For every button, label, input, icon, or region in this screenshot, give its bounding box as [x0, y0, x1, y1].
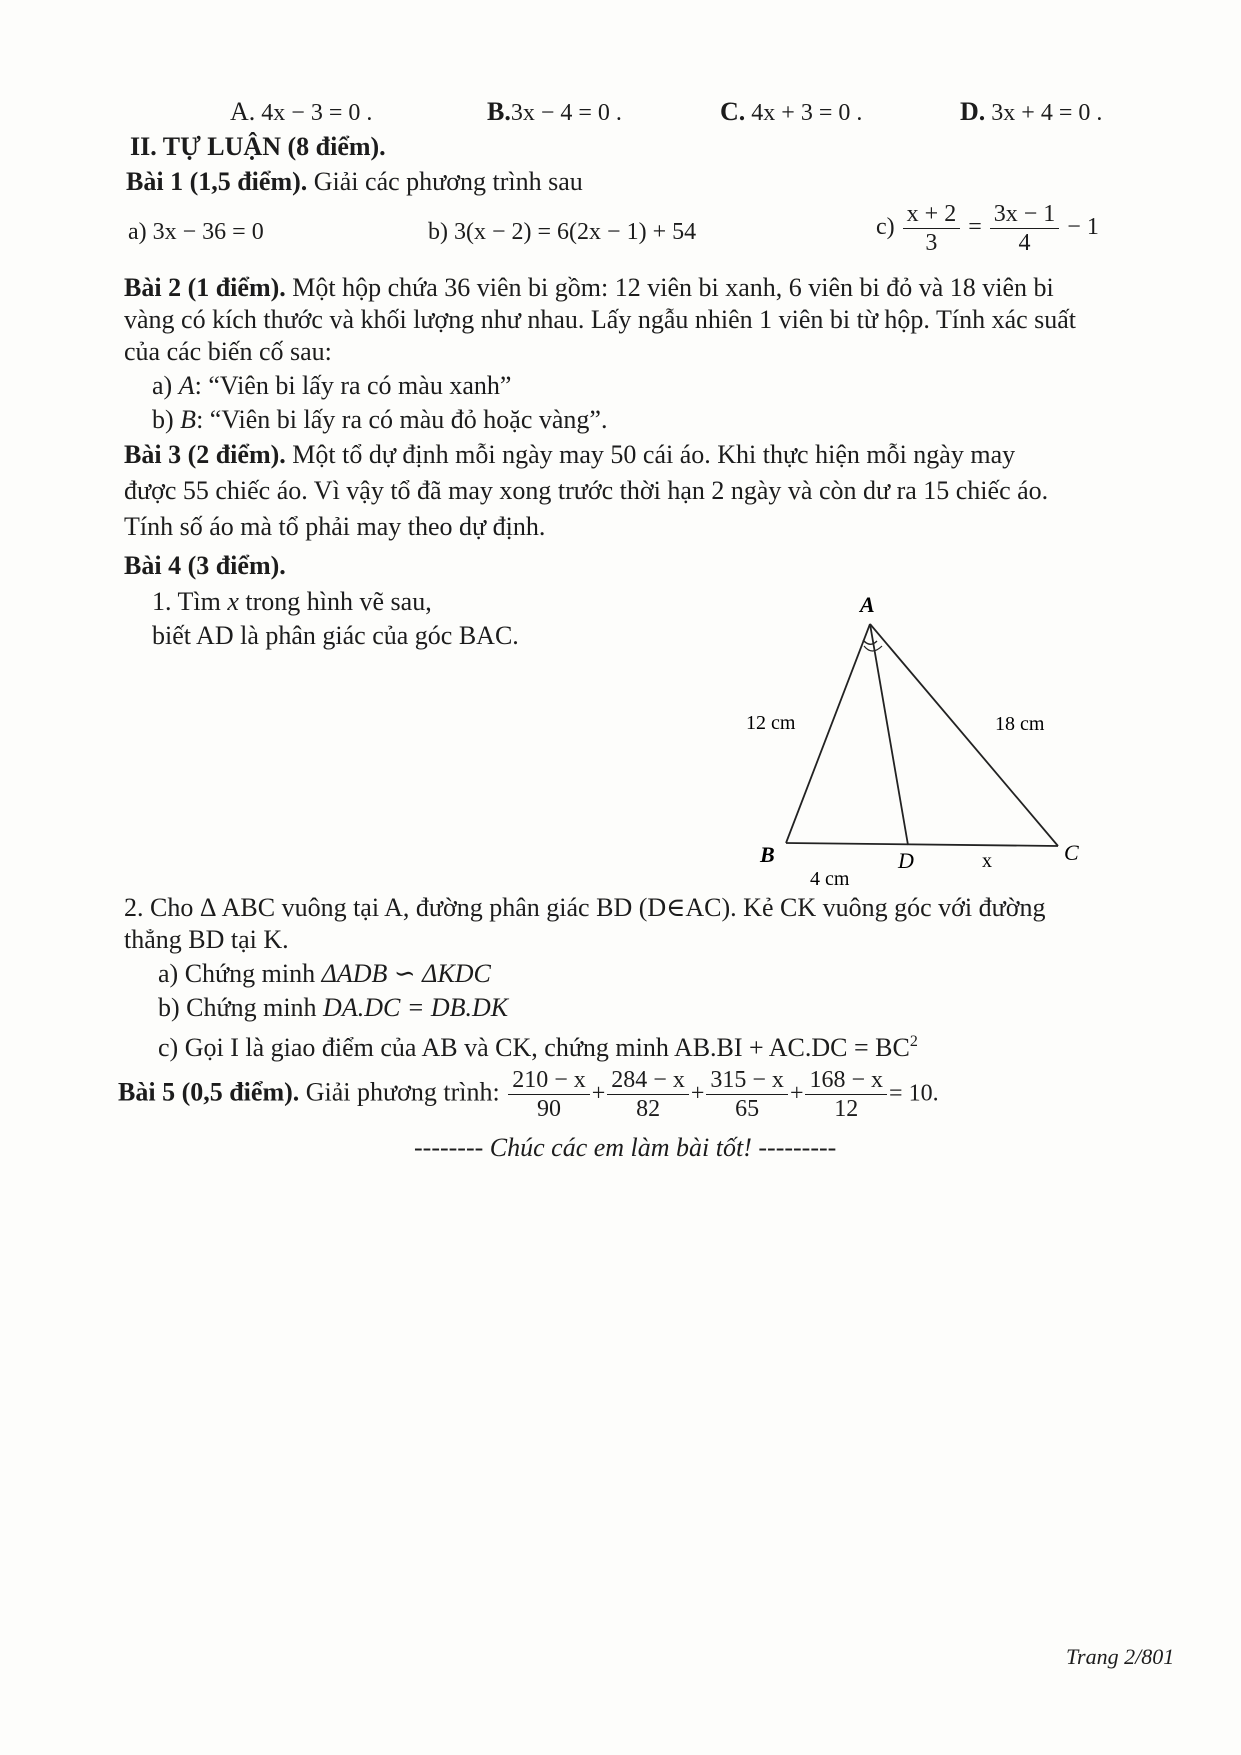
denominator: 3 [925, 230, 938, 256]
bai4-p1-line2: biết AD là phân giác của góc BAC. [152, 621, 519, 650]
segment-dc-label: x [982, 850, 992, 872]
choice-letter: D. [960, 97, 986, 126]
side-ab [786, 624, 870, 843]
bai2-line3: của các biến cố sau: [124, 337, 332, 366]
text: c) Gọi I là giao điểm của AB và CK, chứng minh AB.BI + AC.DC = BC [158, 1033, 910, 1062]
choice-expr: 3x + 4 = 0 . [985, 100, 1103, 126]
bai4-heading: Bài 4 (3 điểm). [124, 551, 286, 580]
fraction [805, 1066, 887, 1123]
fraction [706, 1066, 788, 1123]
text: b) Chứng minh [158, 993, 324, 1022]
bai5-statement [118, 1066, 939, 1123]
side-bc [786, 843, 1058, 846]
choice-letter: B. [487, 97, 511, 126]
item-text: : “Viên bi lấy ra có màu đỏ hoặc vàng”. [196, 405, 608, 434]
point-d-label: D [898, 848, 914, 873]
bai5-heading: Bài 5 (0,5 điểm). [118, 1077, 300, 1107]
bai1-b: b) 3(x − 2) = 6(2x − 1) + 54 [428, 219, 697, 245]
bai3-line2: được 55 chiếc áo. Vì vậy tổ đã may xong trước thời hạn 2 ngày và còn dư ra 15 chiếc áo. [124, 476, 1049, 505]
bai4-p2-c [158, 1026, 918, 1064]
denominator: 82 [636, 1096, 661, 1122]
choice-expr: 3x − 4 = 0 . [510, 100, 622, 126]
numerator: 168 − x [805, 1066, 887, 1095]
fraction [607, 1066, 689, 1123]
item-label: b) [152, 405, 181, 434]
segment-bd-label: 4 cm [810, 868, 850, 890]
bisector-ad [870, 624, 908, 845]
bai4-p2-a [158, 958, 491, 990]
bai3-text: Một tổ dự định mỗi ngày may 50 cái áo. Khi thực hiện mỗi ngày may [285, 440, 1016, 469]
bai1-text: Giải các phương trình sau [307, 167, 583, 196]
numerator: 284 − x [607, 1066, 689, 1095]
fraction [508, 1066, 590, 1123]
vertex-b-label: B [760, 842, 775, 867]
denominator: 65 [735, 1096, 760, 1122]
text: trong hình vẽ sau, [238, 587, 432, 616]
vertex-c-label: C [1064, 840, 1079, 865]
bai5-text: Giải phương trình: [299, 1077, 507, 1107]
page-number: Trang 2/801 [1066, 1644, 1175, 1669]
plus-sign: + [690, 1080, 705, 1107]
rhs: = 10. [889, 1080, 939, 1107]
bai2-line2: vàng có kích thước và khối lượng như nhau. Lấy ngẫu nhiên 1 viên bi từ hộp. Tính xác suất [124, 305, 1077, 334]
event-var: B [180, 405, 197, 434]
choice-expr: 4x − 3 = 0 . [255, 100, 373, 126]
text: 1. Tìm [152, 587, 228, 616]
choice-letter: C. [720, 97, 746, 126]
bai2-heading: Bài 2 (1 điểm). [124, 273, 286, 302]
side-ab-label: 12 cm [746, 712, 796, 734]
product-expr: DA.DC = DB.DK [323, 993, 509, 1022]
denominator: 12 [834, 1096, 859, 1122]
item-label: a) [152, 371, 179, 400]
numerator: 210 − x [508, 1066, 590, 1095]
side-ac-label: 18 cm [995, 713, 1045, 735]
bai1-c-label: c) [876, 214, 895, 241]
section-title: II. TỰ LUẬN (8 điểm). [130, 132, 386, 161]
bai1-heading: Bài 1 (1,5 điểm). [126, 167, 308, 196]
vertex-a-label: A [860, 592, 875, 617]
angle-mark [863, 640, 877, 644]
item-text: : “Viên bi lấy ra có màu xanh” [194, 371, 512, 400]
bai1-c-tail: − 1 [1067, 214, 1099, 241]
denominator: 90 [536, 1096, 561, 1122]
closing-message: -------- Chúc các em làm bài tốt! --------- [414, 1133, 837, 1162]
plus-sign: + [591, 1080, 606, 1107]
similarity-expr: ΔADB ∽ ΔKDC [321, 959, 491, 988]
plus-sign: + [789, 1080, 804, 1107]
bai3-heading: Bài 3 (2 điểm). [124, 440, 286, 469]
event-var: A [178, 371, 195, 400]
bai2-text: Một hộp chứa 36 viên bi gồm: 12 viên bi xanh, 6 viên bi đỏ và 18 viên bi [285, 273, 1054, 302]
denominator: 4 [1018, 230, 1031, 256]
bai4-p2-line2: thẳng BD tại K. [124, 925, 289, 954]
bai3-line3: Tính số áo mà tổ phải may theo dự định. [124, 512, 546, 541]
equals-sign: = [968, 214, 982, 241]
var-x: x [227, 587, 239, 616]
superscript: 2 [909, 1033, 918, 1050]
numerator: x + 2 [903, 200, 961, 229]
choice-expr: 4x + 3 = 0 . [745, 100, 863, 126]
bai4-p2-b [158, 992, 508, 1024]
bai1-a: a) 3x − 36 = 0 [128, 219, 264, 245]
numerator: 3x − 1 [990, 200, 1060, 229]
text: a) Chứng minh [158, 959, 322, 988]
choice-letter: A. [230, 97, 256, 126]
numerator: 315 − x [706, 1066, 788, 1095]
bai4-p2-line1: 2. Cho Δ ABC vuông tại A, đường phân giác BD (D∈AC). Kẻ CK vuông góc với đường [124, 893, 1046, 922]
side-ac [870, 624, 1058, 846]
